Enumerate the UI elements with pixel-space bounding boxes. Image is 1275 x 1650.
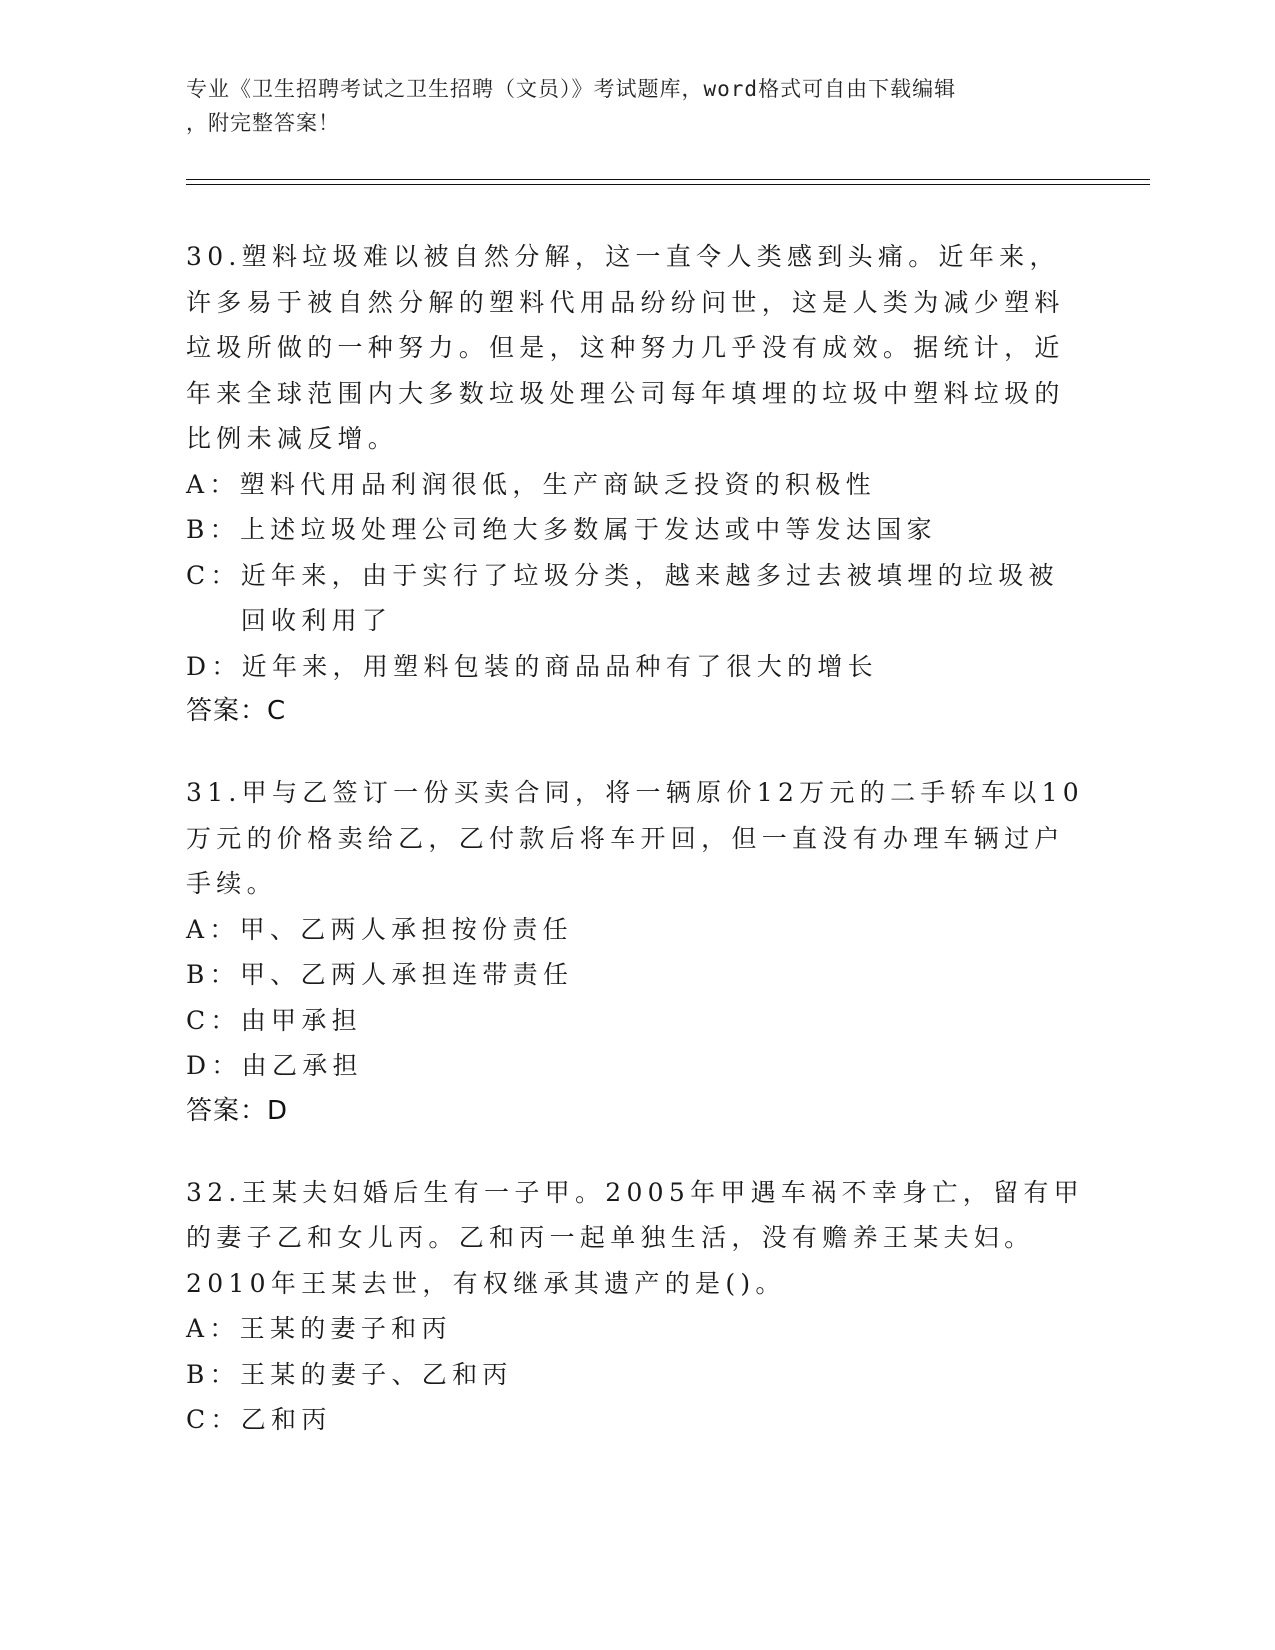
header-rule-bottom — [186, 184, 1150, 185]
header-title-line-2: ，附完整答案！ — [186, 111, 340, 135]
header-title-line-1: 专业《卫生招聘考试之卫生招聘（文员）》考试题库，word格式可自由下载编辑 — [186, 77, 957, 101]
option-letter: B： — [186, 1359, 240, 1389]
option-d — [186, 644, 1086, 690]
option-text: 乙和丙 — [240, 1405, 332, 1434]
option-a — [186, 907, 1086, 953]
answer-label: 答案：C — [186, 696, 287, 726]
option-letter: C： — [186, 1005, 241, 1035]
option-text: 近年来，用塑料包装的商品品种有了很大的增长 — [241, 651, 878, 681]
option-c — [186, 998, 1086, 1044]
question-stem: 32.王某夫妇婚后生有一子甲。2005年甲遇车祸不幸身亡，留有甲的妻子乙和女儿丙。乙和丙一起单独生活，没有赡养王某夫妇。2010年王某去世，有权继承其遗产的是()。 — [186, 1177, 1084, 1298]
option-letter: D： — [186, 1051, 242, 1080]
option-text: 上述垃圾处理公司绝大多数属于发达或中等发达国家 — [239, 515, 937, 544]
option-text: 由甲承担 — [240, 1005, 362, 1035]
option-text: 近年来，由于实行了垃圾分类，越来越多过去被填埋的垃圾被回收利用了 — [240, 560, 1059, 635]
option-letter: C： — [186, 1405, 241, 1434]
option-b — [186, 952, 1086, 998]
option-b — [186, 507, 1086, 553]
option-letter: C： — [186, 560, 241, 590]
question-31 — [186, 770, 1086, 1134]
option-d — [186, 1043, 1086, 1089]
document-header — [186, 72, 1086, 140]
header-rule-top — [186, 179, 1150, 180]
option-a — [186, 462, 1086, 508]
option-b — [186, 1352, 1086, 1398]
option-letter: D： — [186, 651, 242, 681]
option-letter: A： — [186, 914, 240, 944]
option-letter: B： — [186, 515, 240, 544]
question-32 — [186, 1170, 1086, 1443]
option-text: 塑料代用品利润很低，生产商缺乏投资的积极性 — [239, 469, 876, 499]
option-c — [186, 1397, 1086, 1443]
answer-label: 答案：D — [186, 1095, 289, 1126]
option-text: 由乙承担 — [241, 1051, 363, 1080]
option-text: 王某的妻子和丙 — [239, 1314, 452, 1343]
option-text: 王某的妻子、乙和丙 — [239, 1359, 513, 1389]
option-text: 甲、乙两人承担连带责任 — [239, 960, 574, 989]
question-stem: 31.甲与乙签订一份买卖合同，将一辆原价12万元的二手轿车以10万元的价格卖给乙，乙付款后将车开回，但一直没有办理车辆过户手续。 — [186, 778, 1084, 898]
question-stem: 30.塑料垃圾难以被自然分解，这一直令人类感到头痛。近年来，许多易于被自然分解的塑料代用品纷纷问世，这是人类为减少塑料垃圾所做的一种努力。但是，这种努力几乎没有成效。据统计，近年来全球范围内大多数垃圾处理公司每年填埋的垃圾中塑料垃圾的比例未减反增。 — [186, 242, 1065, 453]
option-letter: B： — [186, 960, 240, 989]
option-text: 甲、乙两人承担按份责任 — [239, 914, 573, 944]
option-letter: A： — [186, 1314, 240, 1343]
question-30 — [186, 234, 1086, 734]
question-list — [186, 234, 1086, 1479]
option-letter: A： — [186, 469, 240, 499]
option-c — [186, 553, 1086, 644]
option-a — [186, 1306, 1086, 1352]
